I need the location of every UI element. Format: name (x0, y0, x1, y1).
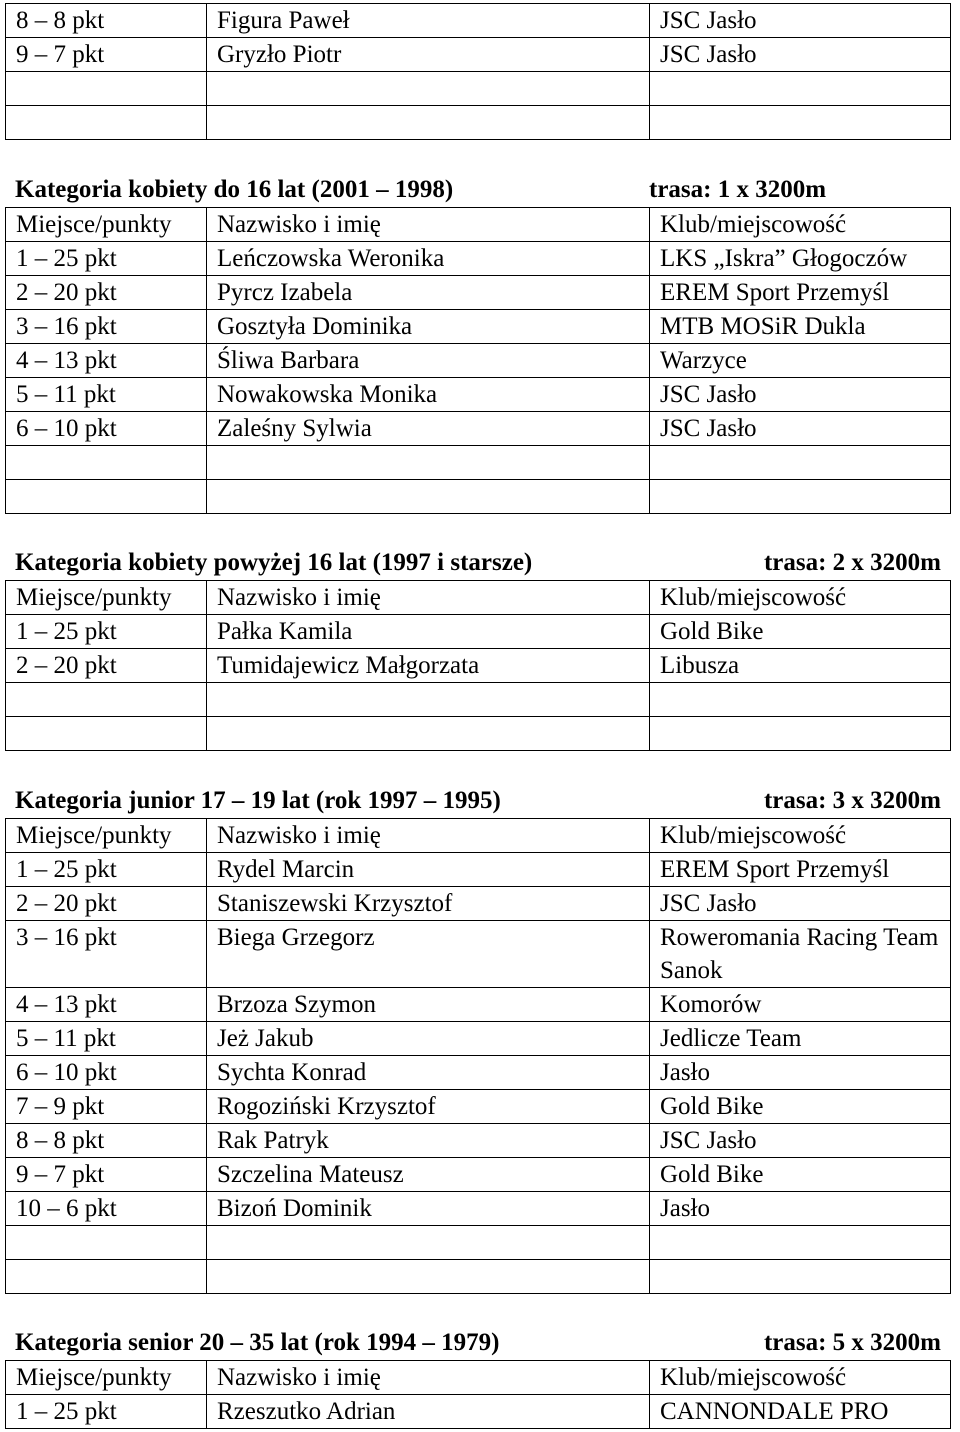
place-points-cell: 2 – 20 pkt (6, 276, 207, 310)
column-header: Nazwisko i imię (207, 581, 650, 615)
name-cell: Jeż Jakub (207, 1022, 650, 1056)
column-header: Klub/miejscowość (650, 1361, 951, 1395)
name-cell (207, 717, 650, 751)
club-cell: EREM Sport Przemyśl (650, 853, 951, 887)
category-heading (15, 1327, 941, 1359)
empty-row (6, 1226, 951, 1260)
category-title: Kategoria kobiety powyżej 16 lat (1997 i starsze) (15, 549, 533, 576)
name-cell (207, 106, 650, 140)
table-header-row (6, 208, 951, 242)
column-header: Miejsce/punkty (6, 208, 207, 242)
name-cell: Leńczowska Weronika (207, 242, 650, 276)
name-cell: Gosztyła Dominika (207, 310, 650, 344)
name-cell: Nowakowska Monika (207, 378, 650, 412)
table-row (6, 615, 951, 649)
club-cell: JSC Jasło (650, 887, 951, 921)
club-cell (650, 446, 951, 480)
place-points-cell: 7 – 9 pkt (6, 1090, 207, 1124)
club-cell: Jasło (650, 1192, 951, 1226)
name-cell: Figura Paweł (207, 4, 650, 38)
club-cell: CANNONDALE PRO (650, 1395, 951, 1429)
category-heading (15, 547, 941, 579)
place-points-cell: 6 – 10 pkt (6, 1056, 207, 1090)
club-cell: Gold Bike (650, 1158, 951, 1192)
table-row (6, 1090, 951, 1124)
club-cell: Jasło (650, 1056, 951, 1090)
place-points-cell (6, 1260, 207, 1294)
name-cell (207, 446, 650, 480)
name-cell (207, 1226, 650, 1260)
name-cell: Tumidajewicz Małgorzata (207, 649, 650, 683)
place-points-cell (6, 1226, 207, 1260)
table-row (6, 1022, 951, 1056)
club-cell (650, 1260, 951, 1294)
route-label: trasa: 5 x 3200m (763, 1329, 941, 1356)
table-row (6, 921, 951, 988)
table-row (6, 1192, 951, 1226)
table-row (6, 242, 951, 276)
table-row (6, 1124, 951, 1158)
club-cell: Komorów (650, 988, 951, 1022)
category-heading (15, 174, 941, 206)
club-cell: JSC Jasło (650, 412, 951, 446)
place-points-cell: 8 – 8 pkt (6, 4, 207, 38)
name-cell: Biega Grzegorz (207, 921, 650, 988)
empty-row (6, 72, 951, 106)
club-cell (650, 106, 951, 140)
club-cell: Gold Bike (650, 1090, 951, 1124)
place-points-cell (6, 106, 207, 140)
results-table (5, 3, 951, 140)
place-points-cell (6, 717, 207, 751)
name-cell: Bizoń Dominik (207, 1192, 650, 1226)
place-points-cell: 1 – 25 pkt (6, 242, 207, 276)
name-cell: Rydel Marcin (207, 853, 650, 887)
club-cell: JSC Jasło (650, 1124, 951, 1158)
club-cell (650, 717, 951, 751)
column-header: Nazwisko i imię (207, 819, 650, 853)
club-cell (650, 1226, 951, 1260)
column-header: Nazwisko i imię (207, 208, 650, 242)
category-title: Kategoria kobiety do 16 lat (2001 – 1998) (15, 176, 454, 203)
results-table (5, 1360, 951, 1429)
name-cell (207, 480, 650, 514)
place-points-cell: 5 – 11 pkt (6, 378, 207, 412)
route-label: trasa: 1 x 3200m (649, 176, 827, 203)
club-cell (650, 683, 951, 717)
empty-row (6, 717, 951, 751)
table-row (6, 649, 951, 683)
table-row (6, 887, 951, 921)
table-row (6, 4, 951, 38)
route-label: trasa: 2 x 3200m (763, 549, 941, 576)
place-points-cell: 3 – 16 pkt (6, 921, 207, 988)
empty-row (6, 480, 951, 514)
table-row (6, 378, 951, 412)
place-points-cell: 2 – 20 pkt (6, 649, 207, 683)
category-title: Kategoria senior 20 – 35 lat (rok 1994 – 1979) (15, 1329, 500, 1356)
place-points-cell: 4 – 13 pkt (6, 344, 207, 378)
empty-row (6, 683, 951, 717)
name-cell: Rak Patryk (207, 1124, 650, 1158)
table-row (6, 988, 951, 1022)
name-cell: Pałka Kamila (207, 615, 650, 649)
table-row (6, 1395, 951, 1429)
place-points-cell: 6 – 10 pkt (6, 412, 207, 446)
empty-row (6, 446, 951, 480)
name-cell: Brzoza Szymon (207, 988, 650, 1022)
table-row (6, 38, 951, 72)
club-cell: MTB MOSiR Dukla (650, 310, 951, 344)
table-row (6, 344, 951, 378)
place-points-cell: 4 – 13 pkt (6, 988, 207, 1022)
name-cell (207, 72, 650, 106)
results-table (5, 818, 951, 1294)
table-header-row (6, 1361, 951, 1395)
table-row (6, 310, 951, 344)
club-cell (650, 480, 951, 514)
place-points-cell: 9 – 7 pkt (6, 38, 207, 72)
table-row (6, 412, 951, 446)
name-cell (207, 683, 650, 717)
name-cell: Staniszewski Krzysztof (207, 887, 650, 921)
place-points-cell: 8 – 8 pkt (6, 1124, 207, 1158)
column-header: Miejsce/punkty (6, 1361, 207, 1395)
place-points-cell (6, 480, 207, 514)
club-cell: Roweromania Racing Team Sanok (650, 921, 951, 988)
table-row (6, 1158, 951, 1192)
route-label: trasa: 3 x 3200m (763, 787, 941, 814)
column-header: Klub/miejscowość (650, 819, 951, 853)
name-cell: Zaleśny Sylwia (207, 412, 650, 446)
place-points-cell: 1 – 25 pkt (6, 853, 207, 887)
category-title: Kategoria junior 17 – 19 lat (rok 1997 – 1995) (15, 787, 501, 814)
name-cell: Sychta Konrad (207, 1056, 650, 1090)
table-row (6, 1056, 951, 1090)
table-row (6, 853, 951, 887)
name-cell: Rogoziński Krzysztof (207, 1090, 650, 1124)
empty-row (6, 106, 951, 140)
results-table (5, 207, 951, 514)
column-header: Miejsce/punkty (6, 581, 207, 615)
table-header-row (6, 819, 951, 853)
name-cell: Rzeszutko Adrian (207, 1395, 650, 1429)
club-cell: Jedlicze Team (650, 1022, 951, 1056)
place-points-cell (6, 446, 207, 480)
table-header-row (6, 581, 951, 615)
column-header: Nazwisko i imię (207, 1361, 650, 1395)
club-cell: Libusza (650, 649, 951, 683)
place-points-cell: 1 – 25 pkt (6, 615, 207, 649)
name-cell: Śliwa Barbara (207, 344, 650, 378)
place-points-cell: 3 – 16 pkt (6, 310, 207, 344)
name-cell: Pyrcz Izabela (207, 276, 650, 310)
table-row (6, 276, 951, 310)
place-points-cell: 1 – 25 pkt (6, 1395, 207, 1429)
place-points-cell: 5 – 11 pkt (6, 1022, 207, 1056)
club-cell: JSC Jasło (650, 38, 951, 72)
place-points-cell: 10 – 6 pkt (6, 1192, 207, 1226)
club-cell (650, 72, 951, 106)
name-cell (207, 1260, 650, 1294)
results-table (5, 580, 951, 751)
name-cell: Gryzło Piotr (207, 38, 650, 72)
club-cell: Warzyce (650, 344, 951, 378)
name-cell: Szczelina Mateusz (207, 1158, 650, 1192)
club-cell: LKS „Iskra” Głogoczów (650, 242, 951, 276)
place-points-cell: 9 – 7 pkt (6, 1158, 207, 1192)
club-cell: JSC Jasło (650, 378, 951, 412)
club-cell: Gold Bike (650, 615, 951, 649)
club-cell: JSC Jasło (650, 4, 951, 38)
column-header: Klub/miejscowość (650, 208, 951, 242)
column-header: Miejsce/punkty (6, 819, 207, 853)
empty-row (6, 1260, 951, 1294)
column-header: Klub/miejscowość (650, 581, 951, 615)
place-points-cell: 2 – 20 pkt (6, 887, 207, 921)
place-points-cell (6, 72, 207, 106)
club-cell: EREM Sport Przemyśl (650, 276, 951, 310)
place-points-cell (6, 683, 207, 717)
category-heading (15, 785, 941, 817)
